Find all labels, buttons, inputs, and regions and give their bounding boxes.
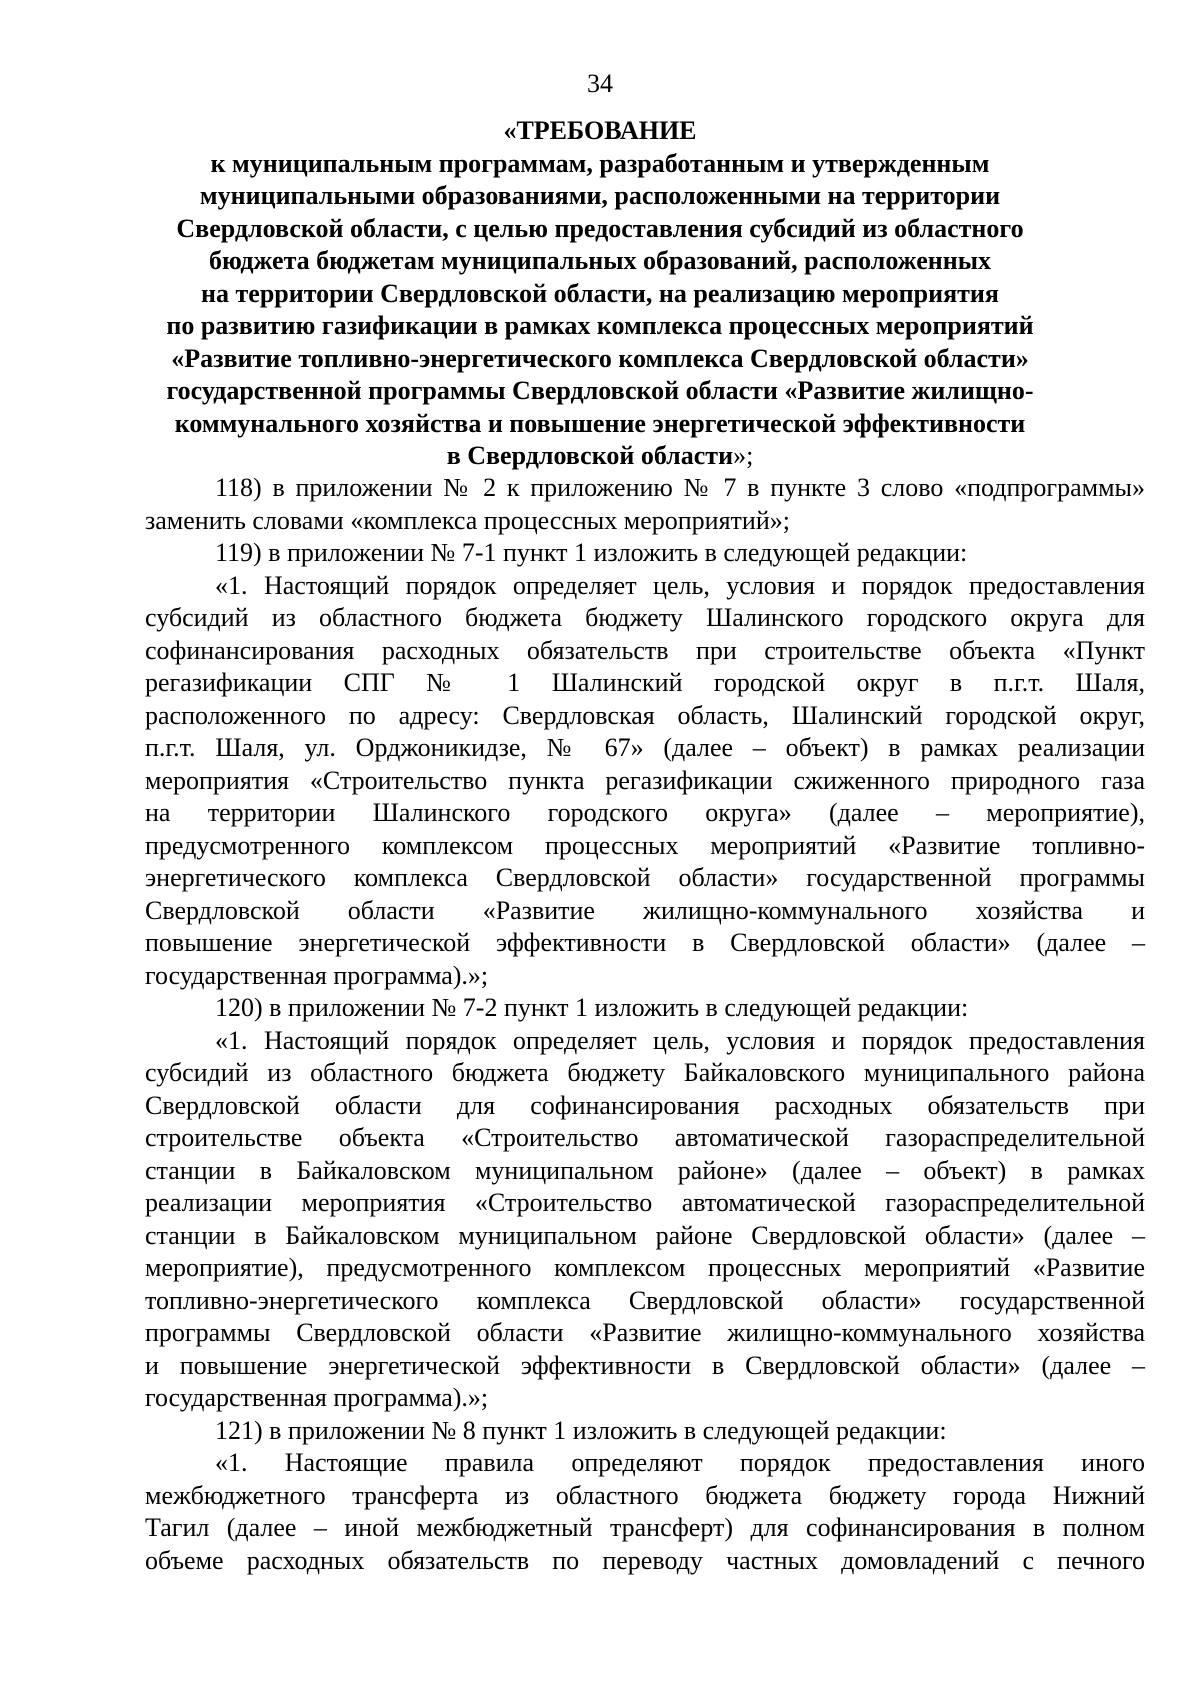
paragraph-line: 120) в приложении № 7-2 пункт 1 изложить в следующей редакции: (215, 993, 969, 1022)
paragraph-line: 121) в приложении № 8 пункт 1 изложить в следующей редакции: (215, 1415, 947, 1445)
paragraph-line: предусмотренного комплексом процессных мероприятий «Развитие топливно- (145, 830, 1145, 860)
paragraph (145, 992, 1145, 1025)
paragraph (145, 1025, 1145, 1415)
paragraph-line: и повышение энергетической эффективности в Свердловской области» (далее – (145, 1350, 1145, 1380)
heading-line: по развитию газификации в рамках комплекса процессных мероприятий (166, 311, 1034, 340)
heading-line: коммунального хозяйства и повышение энергетической эффективности (174, 408, 1026, 438)
paragraph-line: Свердловской области «Развитие жилищно-коммунального хозяйства и (145, 895, 1145, 925)
paragraph-line: субсидий из областного бюджета бюджету Шалинского городского округа для (145, 603, 1145, 632)
paragraph (145, 472, 1145, 537)
paragraph-line: 118) в приложении № 2 к приложению № 7 в пункте 3 слово «подпрограммы» (215, 473, 1145, 502)
heading-line: муниципальными образованиями, расположенными на территории (199, 181, 1001, 210)
paragraph-line: объеме расходных обязательств по переводу частных домовладений с печного (145, 1545, 1145, 1575)
paragraph-line: «1. Настоящие правила определяют порядок предоставления иного (215, 1448, 1145, 1477)
paragraph-line: реализации мероприятия «Строительство автоматической газораспределительной (145, 1188, 1145, 1217)
paragraph-line: Свердловской области для софинансирования расходных обязательств при (145, 1090, 1145, 1120)
paragraph-line: станции в Байкаловском муниципальном районе Свердловской области» (далее – (145, 1220, 1145, 1250)
heading-title: «ТРЕБОВАНИЕ (503, 116, 697, 145)
document-heading (0, 115, 1200, 473)
paragraph-line: «1. Настоящий порядок определяет цель, условия и порядок предоставления (215, 570, 1145, 600)
heading-line: бюджета бюджетам муниципальных образований, расположенных (209, 246, 991, 275)
paragraph-line: Тагил (далее – иной межбюджетный трансферт) для софинансирования в полном (145, 1513, 1145, 1542)
page-number: 34 (587, 69, 613, 98)
heading-line: Свердловской области, с целью предоставления субсидий из областного (176, 213, 1024, 243)
paragraph-line: на территории Шалинского городского округа» (далее – мероприятие), (145, 798, 1145, 827)
heading-line-final (0, 440, 1200, 473)
paragraph (145, 537, 1145, 570)
paragraph-line: мероприятия «Строительство пункта регазификации сжиженного природного газа (145, 765, 1145, 795)
heading-line: на территории Свердловской области, на реализацию мероприятия (201, 278, 999, 308)
paragraph (145, 1415, 1145, 1448)
paragraph-line: межбюджетного трансферта из областного бюджета бюджету города Нижний (145, 1480, 1145, 1510)
paragraph-line: государственная программа).»; (145, 1383, 489, 1412)
paragraph-line: субсидий из областного бюджета бюджету Байкаловского муниципального района (145, 1058, 1145, 1087)
paragraph-line: мероприятие), предусмотренного комплексом процессных мероприятий «Развитие (145, 1253, 1145, 1282)
paragraph (145, 570, 1145, 993)
paragraph (145, 1447, 1145, 1577)
paragraph-line: расположенного по адресу: Свердловская область, Шалинский городской округ, (145, 700, 1145, 730)
paragraph-line: станции в Байкаловском муниципальном районе» (далее – объект) в рамках (145, 1155, 1145, 1185)
paragraph-line: государственная программа).»; (145, 960, 489, 990)
paragraph-line: заменить словами «комплекса процессных мероприятий»; (145, 505, 790, 535)
heading-line: «Развитие топливно-энергетического комплекса Свердловской области» (171, 343, 1029, 373)
paragraph-line: софинансирования расходных обязательств при строительстве объекта «Пункт (145, 635, 1145, 665)
paragraph-line: 119) в приложении № 7-1 пункт 1 изложить в следующей редакции: (215, 538, 968, 567)
paragraph-line: регазификации СПГ № 1 Шалинский городской округ в п.г.т. Шаля, (145, 668, 1145, 697)
paragraph-line: п.г.т. Шаля, ул. Орджоникидзе, № 67» (далее – объект) в рамках реализации (145, 733, 1145, 762)
paragraph-line: энергетического комплекса Свердловской области» государственной программы (145, 863, 1145, 892)
paragraph-line: строительстве объекта «Строительство автоматической газораспределительной (145, 1123, 1145, 1152)
heading-final-bold: в Свердловской области (446, 441, 734, 470)
paragraph-line: повышение энергетической эффективности в Свердловской области» (далее – (145, 928, 1145, 957)
paragraph-line: «1. Настоящий порядок определяет цель, условия и порядок предоставления (215, 1025, 1145, 1055)
heading-final-tail: »; (733, 441, 754, 470)
heading-line: к муниципальным программам, разработанным и утвержденным (210, 148, 990, 178)
heading-line: государственной программы Свердловской области «Развитие жилищно- (166, 376, 1034, 405)
paragraph-line: программы Свердловской области «Развитие жилищно-коммунального хозяйства (145, 1318, 1145, 1347)
paragraph-line: топливно-энергетического комплекса Свердловской области» государственной (145, 1285, 1145, 1315)
document-body (145, 472, 1145, 1577)
